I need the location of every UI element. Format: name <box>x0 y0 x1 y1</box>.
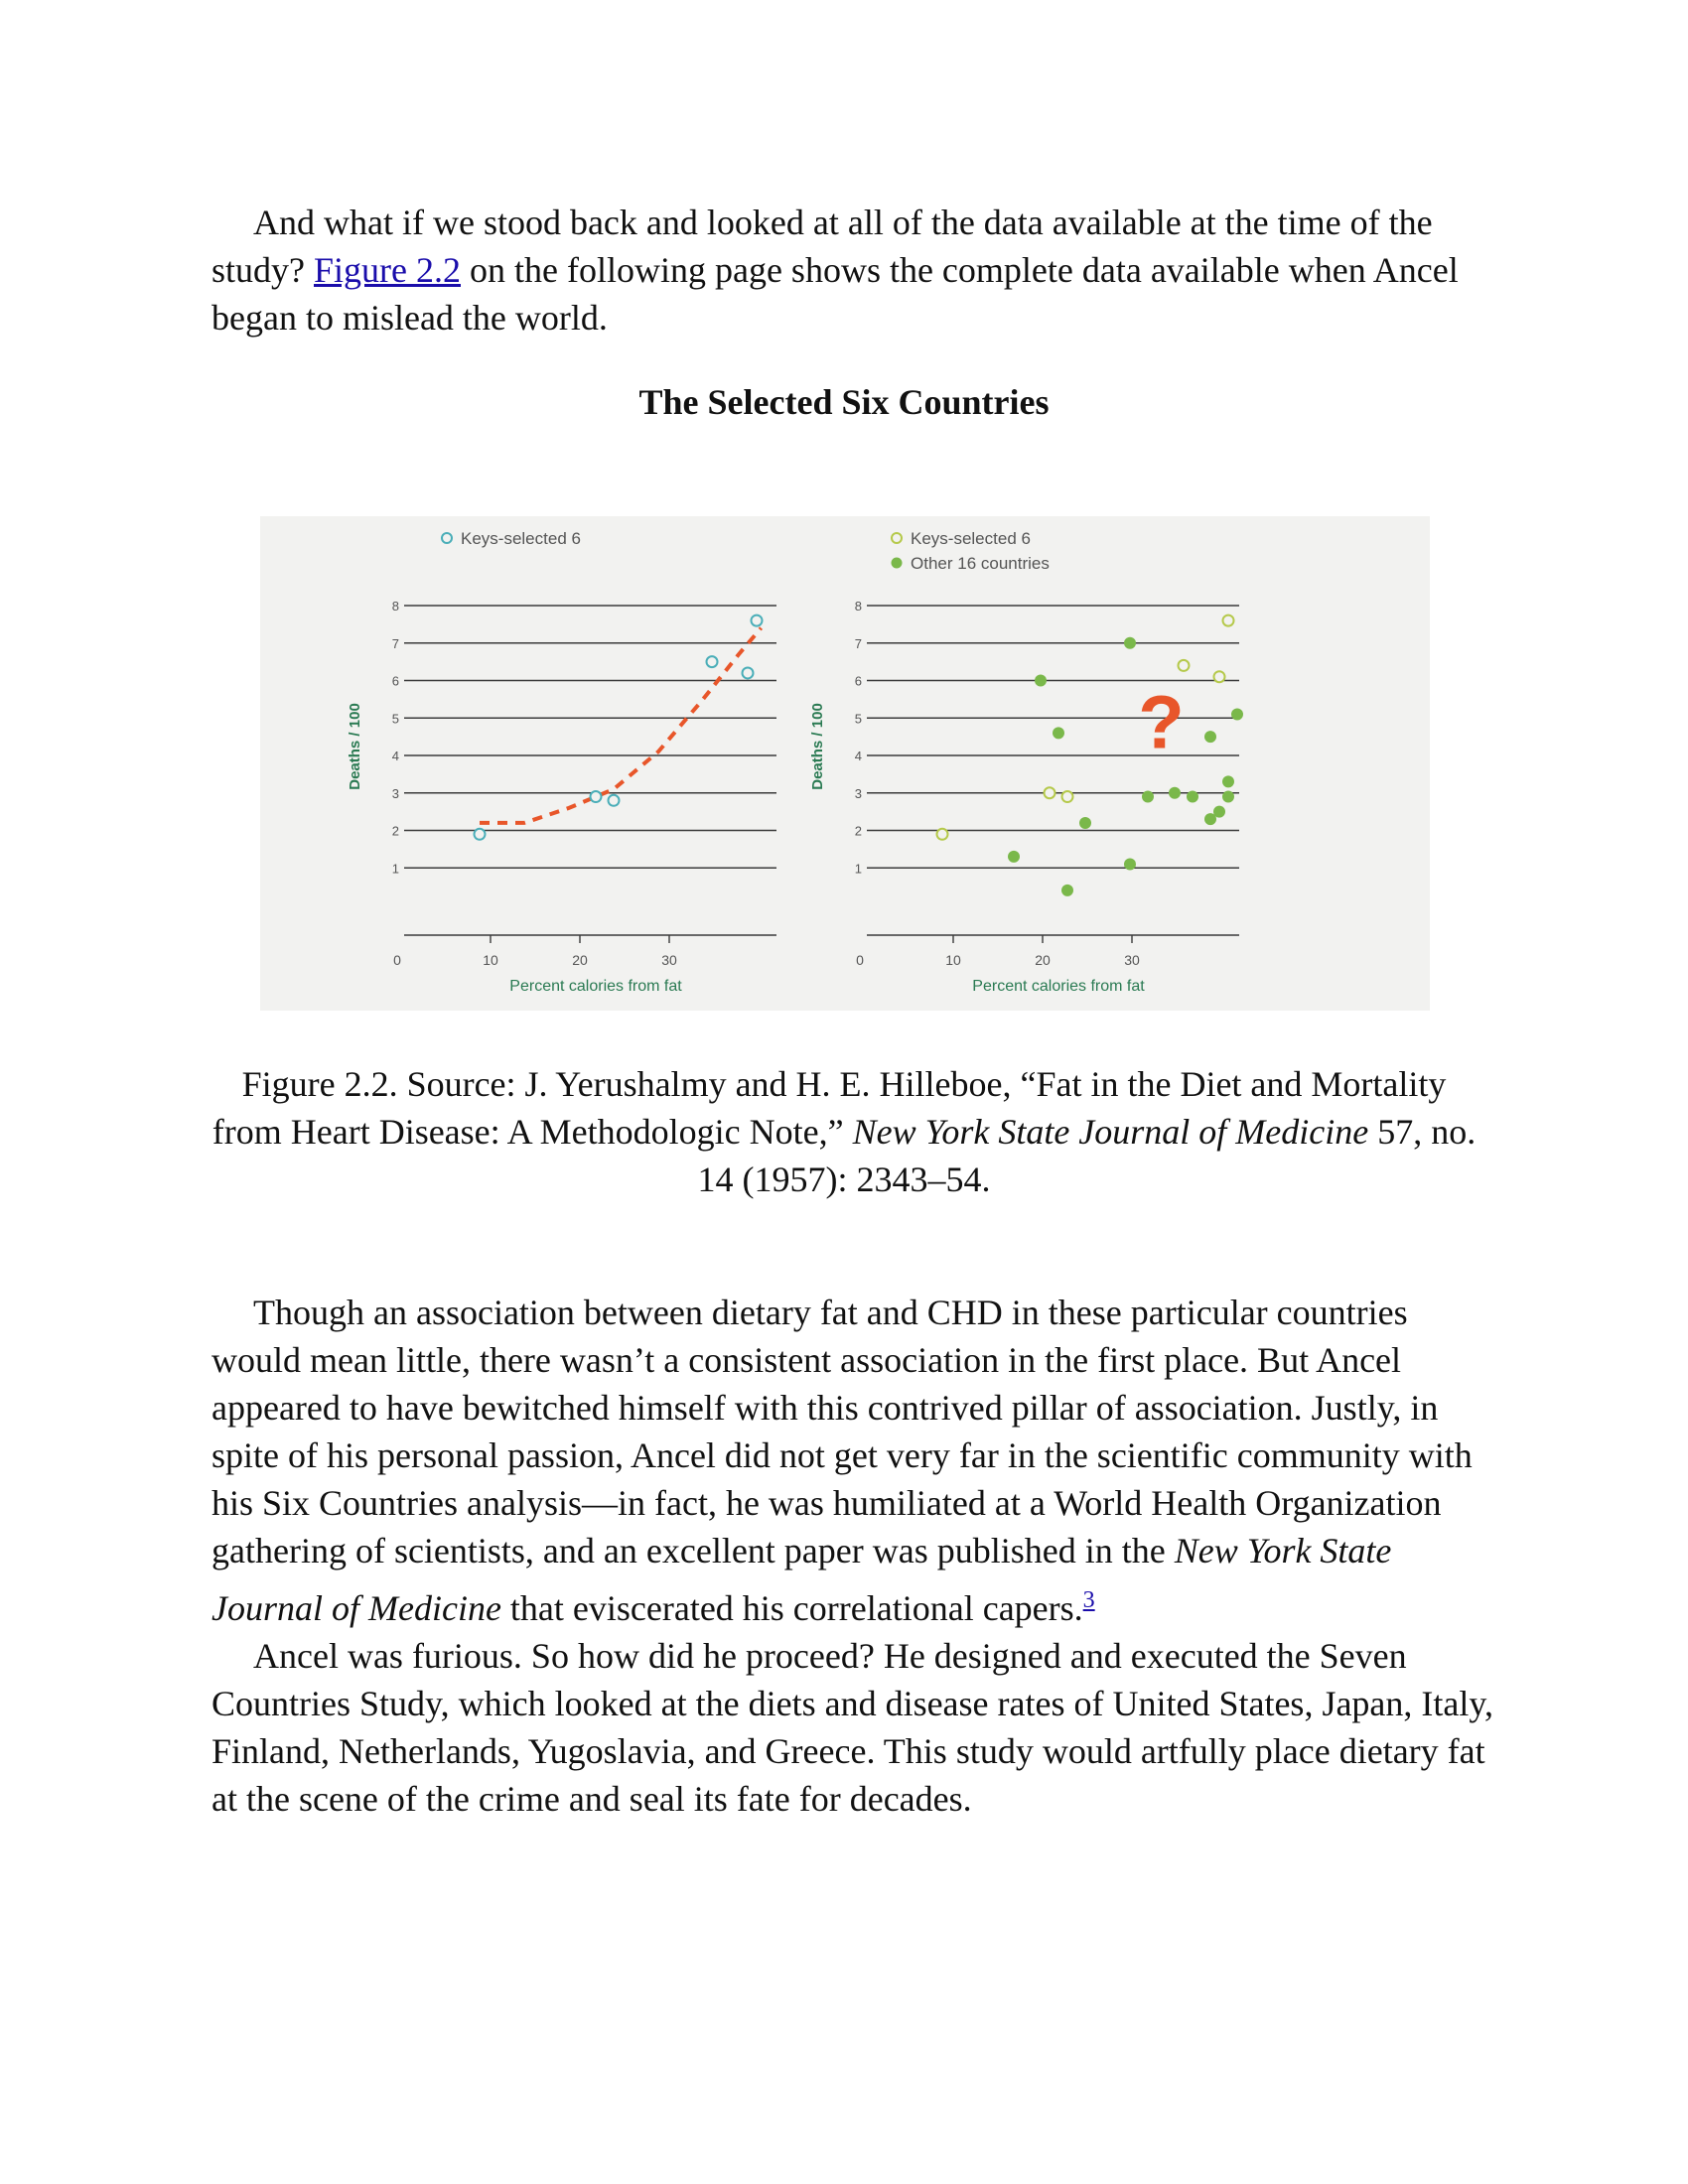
data-point-filled <box>1231 708 1243 720</box>
x-tick-label: 0 <box>393 952 401 968</box>
legend-marker <box>892 558 903 569</box>
x-tick-label: 20 <box>1035 952 1051 968</box>
x-tick-label: 30 <box>661 952 677 968</box>
body-paragraph-2: Ancel was furious. So how did he proceed? He designed and executed the Seven Countries Study, which looked at the diets and disease rates of United States, Japan, Italy, Finland, Netherlands, Yugoslavia, and Greece. This study would artfully place dietary fat at the scene of the crime and seal its fate for decades. <box>211 1636 1494 1819</box>
data-point-open <box>1214 671 1225 682</box>
x-tick-label: 10 <box>483 952 498 968</box>
x-axis-label: Percent calories from fat <box>509 978 682 995</box>
y-tick-label: 3 <box>854 785 862 801</box>
body-paragraph-1 <box>211 1289 1502 1632</box>
legend-label: Keys-selected 6 <box>461 529 581 548</box>
data-point-filled <box>1204 731 1216 743</box>
body-p1-text-end: that eviscerated his correlational capers. <box>500 1588 1083 1628</box>
y-tick-label: 5 <box>854 711 862 727</box>
y-tick-label: 4 <box>391 749 399 763</box>
figure-heading: The Selected Six Countries <box>638 382 1050 422</box>
intro-text-end: on the following page shows the complete data available when Ancel began to mislead the world. <box>211 250 1459 338</box>
data-point-open <box>475 829 486 840</box>
figure-charts <box>260 516 1430 1011</box>
x-tick-label: 20 <box>572 952 588 968</box>
y-tick-label: 5 <box>391 711 399 727</box>
data-point-open <box>937 829 948 840</box>
data-point-filled <box>1213 806 1225 818</box>
y-tick-label: 2 <box>391 823 399 839</box>
y-tick-label: 2 <box>854 823 862 839</box>
y-tick-label: 7 <box>391 635 399 651</box>
y-tick-label: 3 <box>391 785 399 801</box>
x-axis-label: Percent calories from fat <box>972 978 1145 995</box>
legend-marker <box>442 533 452 543</box>
y-tick-label: 7 <box>854 635 862 651</box>
data-point-open <box>743 667 754 678</box>
y-axis-label: Deaths / 100 <box>809 703 826 790</box>
data-point-open <box>591 791 602 802</box>
data-point-filled <box>1187 791 1198 803</box>
data-point-filled <box>1061 885 1073 896</box>
body-text <box>211 1289 1502 1823</box>
legend-label: Other 16 countries <box>911 554 1050 573</box>
data-point-filled <box>1124 637 1136 649</box>
data-point-filled <box>1124 858 1136 870</box>
trend-line <box>480 628 762 823</box>
x-tick-label: 10 <box>945 952 961 968</box>
figure-2-2 <box>260 516 1430 1011</box>
caption-citation: 57, no. 14 (1957): 2343–54. <box>697 1112 1477 1199</box>
legend-label: Keys-selected 6 <box>911 529 1031 548</box>
figure-2-2-link[interactable]: Figure 2.2 <box>314 250 461 290</box>
data-point-filled <box>1035 675 1047 687</box>
data-point-filled <box>1053 727 1064 739</box>
data-point-open <box>1223 615 1234 626</box>
data-point-open <box>1179 660 1190 671</box>
y-tick-label: 4 <box>854 749 862 763</box>
data-point-filled <box>1008 851 1020 863</box>
intro-paragraph <box>211 199 1502 341</box>
data-point-filled <box>1169 787 1181 799</box>
caption-text: Figure 2.2. Source: J. Yerushalmy and H. E. Hilleboe, “Fat in the Diet and Mortality from Heart Disease: A Methodologic Note,” <box>211 1064 1447 1152</box>
x-tick-label: 30 <box>1124 952 1140 968</box>
y-tick-label: 8 <box>854 599 862 614</box>
data-point-open <box>1062 791 1073 802</box>
x-tick-label: 0 <box>856 952 864 968</box>
data-point-open <box>752 615 763 626</box>
data-point-filled <box>1079 817 1091 829</box>
data-point-filled <box>1142 791 1154 803</box>
y-axis-label: Deaths / 100 <box>347 703 363 790</box>
data-point-open <box>707 656 718 667</box>
y-tick-label: 1 <box>391 861 399 877</box>
data-point-filled <box>1222 791 1234 803</box>
legend-marker <box>892 533 902 543</box>
y-tick-label: 6 <box>391 673 399 689</box>
data-point-filled <box>1222 775 1234 787</box>
y-tick-label: 6 <box>854 673 862 689</box>
y-tick-label: 8 <box>391 599 399 614</box>
y-tick-label: 1 <box>854 861 862 877</box>
footnote-3-link[interactable]: 3 <box>1082 1587 1095 1613</box>
figure-caption <box>211 1060 1477 1203</box>
intro-text: And what if we stood back and looked at all of the data available at the time of the study? <box>211 203 1433 290</box>
data-point-open <box>1045 787 1055 798</box>
data-point-open <box>609 795 620 806</box>
question-mark-annotation: ? <box>1138 680 1185 765</box>
body-p1-journal: New York State Journal of Medicine <box>211 1531 1392 1628</box>
body-p1-text: Though an association between dietary fat and CHD in these particular countries would mean little, there wasn’t a consistent association in the first place. But Ancel appeared to have bewitched himself with this contrived pillar of association. Justly, in spite of his personal passion, Ancel did not get very far in the scientific community with his Six Countries analysis—in fact, he was humiliated at a World Health Organization gathering of scientists, and an excellent paper was published in the <box>211 1293 1473 1570</box>
caption-journal: New York State Journal of Medicine <box>852 1112 1369 1152</box>
